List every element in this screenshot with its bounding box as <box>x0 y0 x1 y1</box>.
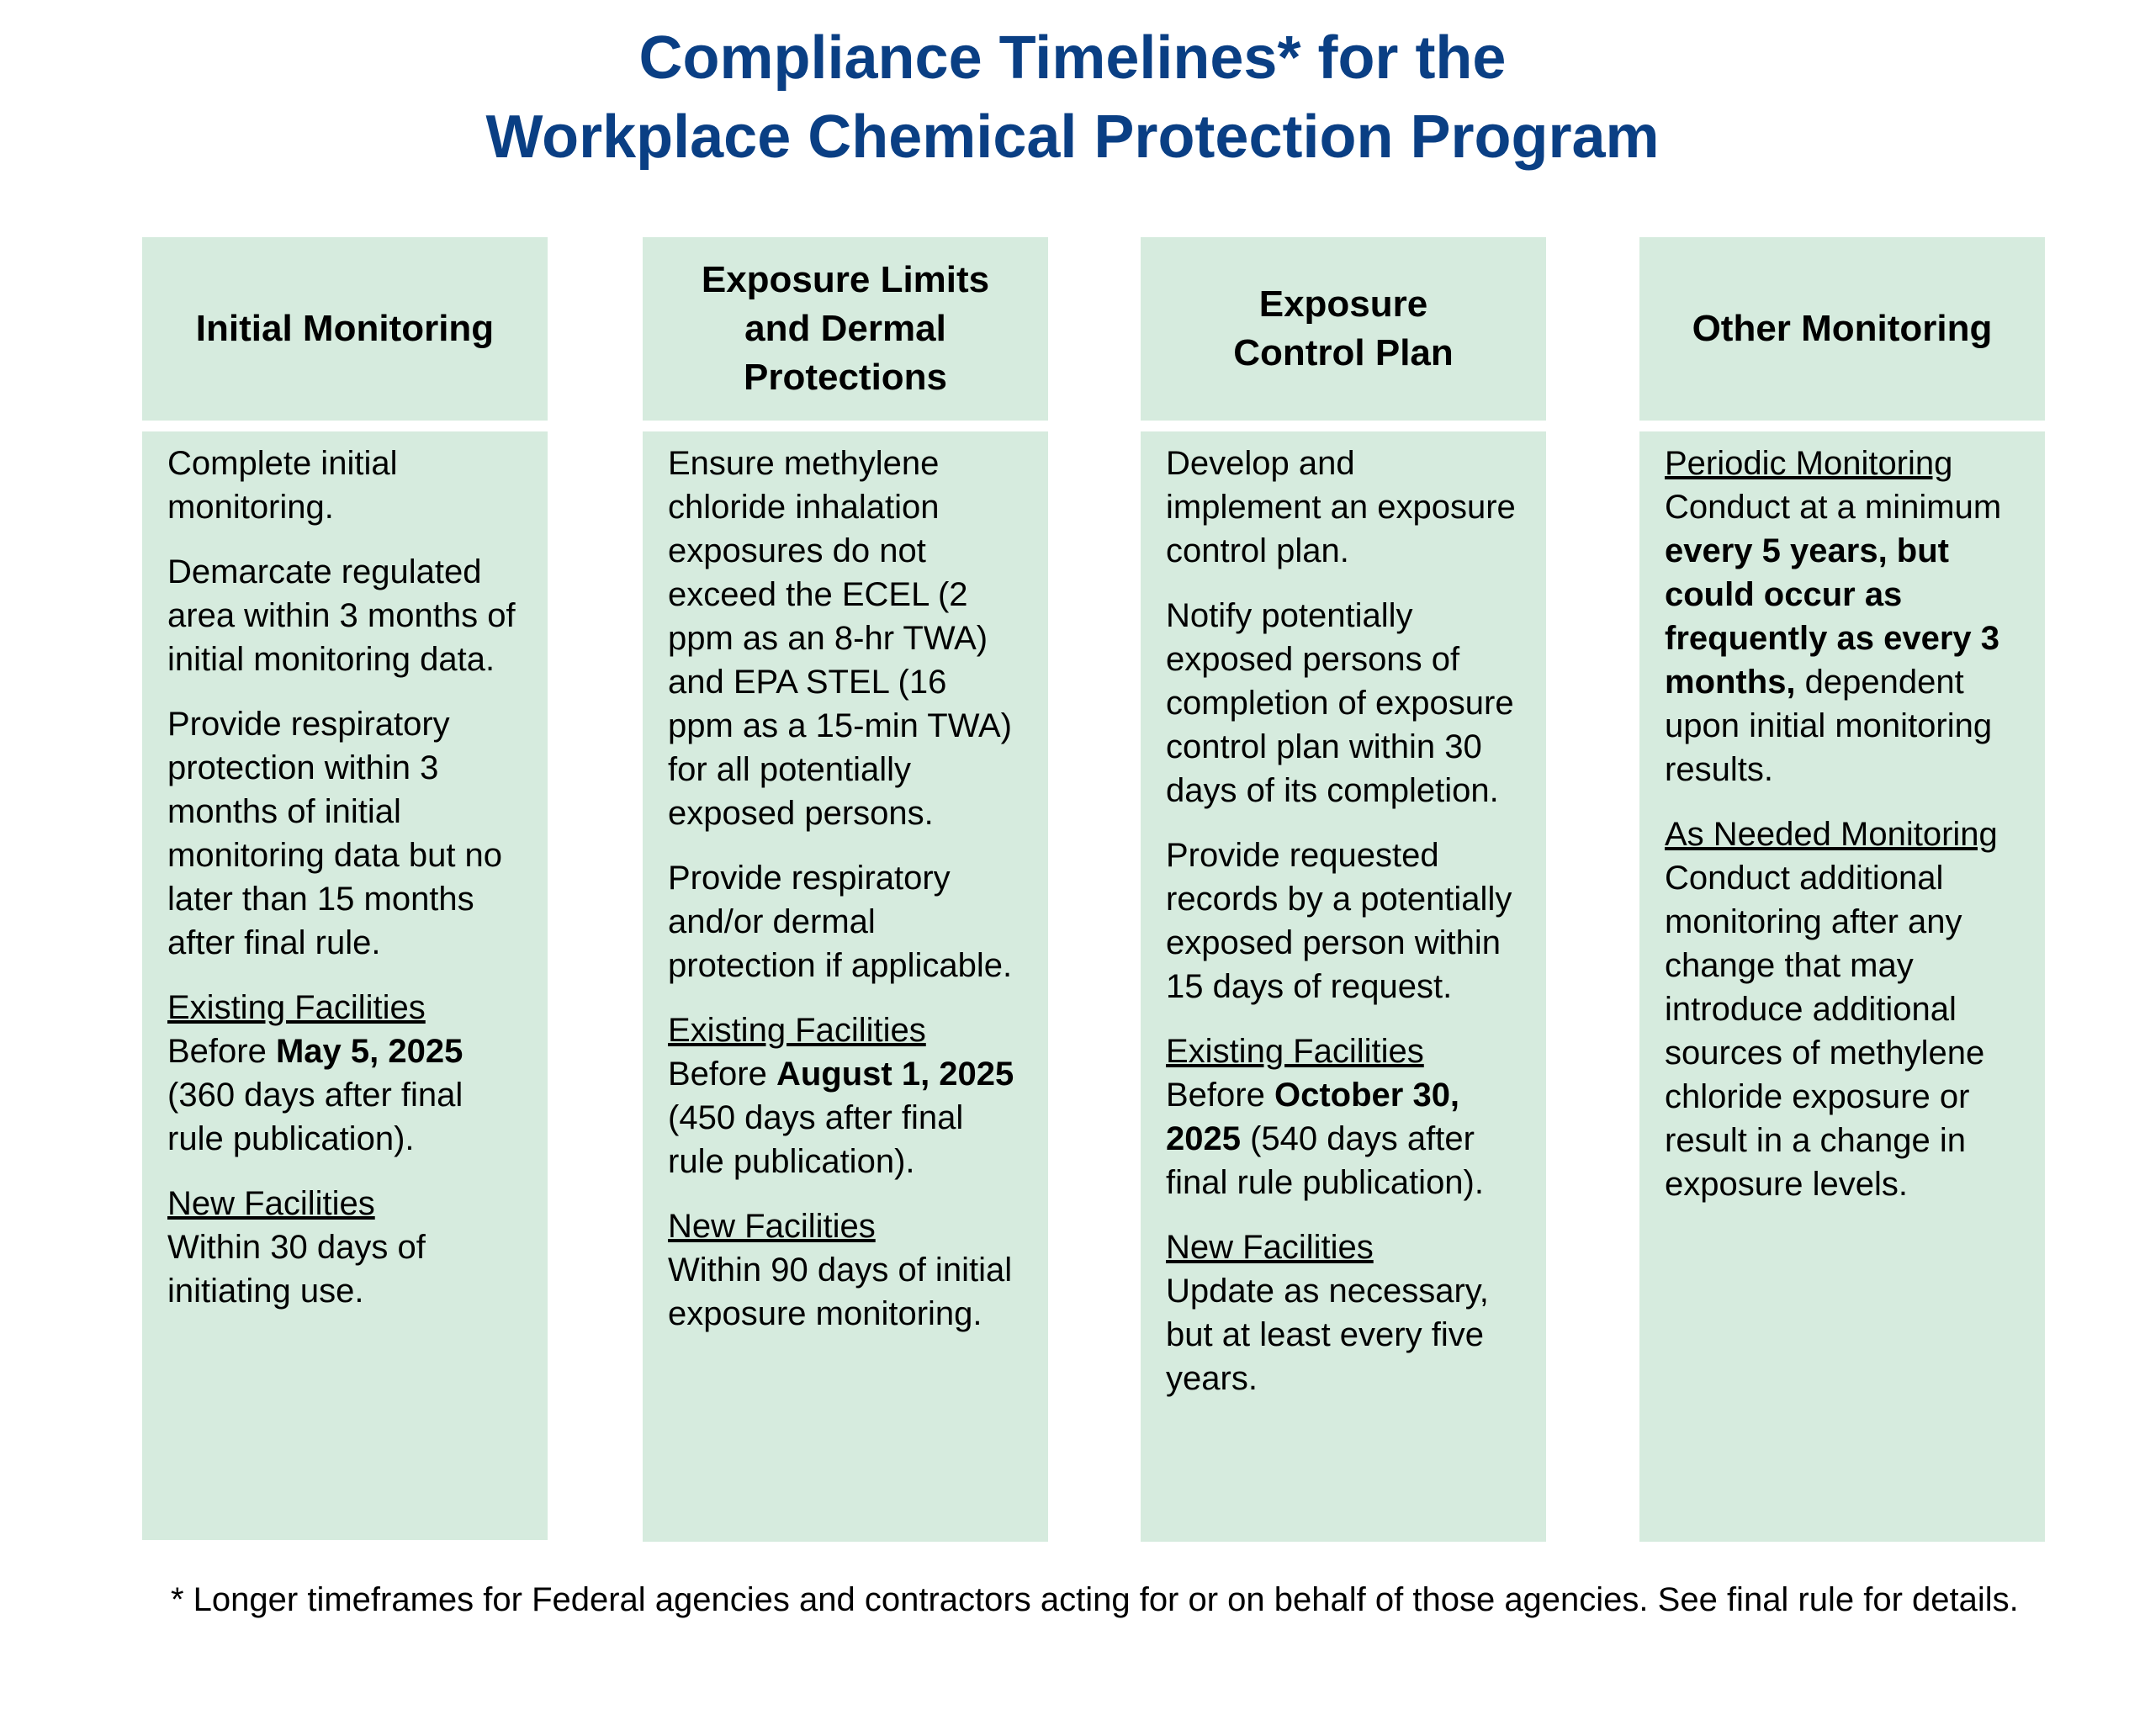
periodic-monitoring-block <box>1665 442 2015 791</box>
new-facilities-label: New Facilities <box>668 1208 876 1245</box>
new-facilities-text: Update as necessary, but at least every five years. <box>1166 1273 1489 1397</box>
deadline-date: August 1, 2025 <box>776 1056 1014 1093</box>
new-facilities-block <box>167 1182 517 1313</box>
deadline-prefix: Before <box>1166 1077 1274 1114</box>
paragraph: Notify potentially exposed persons of completion of exposure control plan within 30 days of its completion. <box>1166 597 1514 809</box>
initial-monitoring-panel <box>142 431 548 1540</box>
periodic-text-pre: Conduct at a minimum <box>1665 489 2002 526</box>
paragraph: Ensure methylene chloride inhalation exposures do not exceed the ECEL (2 ppm as an 8-hr TWA) and EPA STEL (16 ppm as a 15-min TWA) for all potentially exposed persons. <box>668 445 1013 832</box>
title-line-1: Compliance Timelines* for the <box>638 24 1507 92</box>
new-facilities-block <box>1166 1225 1516 1400</box>
deadline-prefix: Before <box>668 1056 776 1093</box>
initial-monitoring-header-text: Initial Monitoring <box>195 308 495 349</box>
exposure-control-plan-header <box>1141 237 1546 421</box>
deadline-date: October 30, 2025 <box>1166 1077 1460 1157</box>
paragraph: Demarcate regulated area within 3 months of initial monitoring data. <box>167 553 516 678</box>
periodic-text-bold: every 5 years, but could occur as frequently as every 3 months, <box>1665 532 1999 701</box>
new-facilities-text: Within 30 days of initiating use. <box>167 1229 426 1310</box>
page-title <box>0 19 2145 177</box>
exposure-control-plan-panel <box>1141 431 1546 1542</box>
new-facilities-label: New Facilities <box>167 1185 375 1222</box>
deadline-suffix: (540 days after final rule publication). <box>1166 1120 1484 1201</box>
other-monitoring-header <box>1639 237 2045 421</box>
footnote: * Longer timeframes for Federal agencies and contractors acting for or on behalf of those agencies. See final rule for details. <box>171 1581 2019 1618</box>
paragraph: Provide requested records by a potentially exposed person within 15 days of request. <box>1166 837 1512 1005</box>
new-facilities-label: New Facilities <box>1166 1229 1374 1266</box>
periodic-text-post: dependent upon initial monitoring results. <box>1665 664 1993 788</box>
paragraph: Provide respiratory protection within 3 months of initial monitoring data but no later than 15 months after final rule. <box>167 706 503 961</box>
other-monitoring-panel <box>1639 431 2045 1542</box>
existing-facilities-label: Existing Facilities <box>1166 1033 1424 1070</box>
paragraph: Provide respiratory and/or dermal protection if applicable. <box>668 860 1013 984</box>
existing-facilities-block <box>668 1008 1018 1183</box>
initial-monitoring-header <box>142 237 548 421</box>
new-facilities-text: Within 90 days of initial exposure monitoring. <box>668 1252 1013 1332</box>
existing-facilities-deadline <box>167 1029 517 1161</box>
periodic-monitoring-text <box>1665 485 2015 791</box>
header-line: and Dermal <box>744 308 946 349</box>
deadline-suffix: (360 days after final rule publication). <box>167 1077 463 1157</box>
existing-facilities-deadline <box>1166 1073 1516 1204</box>
existing-facilities-block <box>1166 1029 1516 1204</box>
as-needed-monitoring-text: Conduct additional monitoring after any change that may introduce additional sources of methylene chloride exposure or result in a change in exposure levels. <box>1665 860 1985 1203</box>
title-line-2: Workplace Chemical Protection Program <box>485 103 1660 171</box>
header-line: Protections <box>743 357 948 398</box>
header-line: Exposure <box>1258 283 1428 325</box>
deadline-date: May 5, 2025 <box>275 1033 463 1070</box>
existing-facilities-block <box>167 986 517 1161</box>
deadline-prefix: Before <box>167 1033 276 1070</box>
exposure-limits-header <box>643 237 1048 421</box>
existing-facilities-label: Existing Facilities <box>167 989 426 1026</box>
other-monitoring-header-text: Other Monitoring <box>1692 308 1993 349</box>
header-line: Exposure Limits <box>701 259 990 300</box>
paragraph: Develop and implement an exposure control plan. <box>1166 445 1516 569</box>
exposure-limits-panel <box>643 431 1048 1542</box>
as-needed-monitoring-block <box>1665 812 2015 1206</box>
existing-facilities-deadline <box>668 1052 1018 1183</box>
deadline-suffix: (450 days after final rule publication). <box>668 1099 964 1180</box>
as-needed-monitoring-label: As Needed Monitoring <box>1665 816 1998 853</box>
periodic-monitoring-label: Periodic Monitoring <box>1665 445 1953 482</box>
paragraph: Complete initial monitoring. <box>167 445 398 526</box>
header-line: Control Plan <box>1233 332 1454 373</box>
new-facilities-block <box>668 1204 1018 1336</box>
existing-facilities-label: Existing Facilities <box>668 1012 926 1049</box>
